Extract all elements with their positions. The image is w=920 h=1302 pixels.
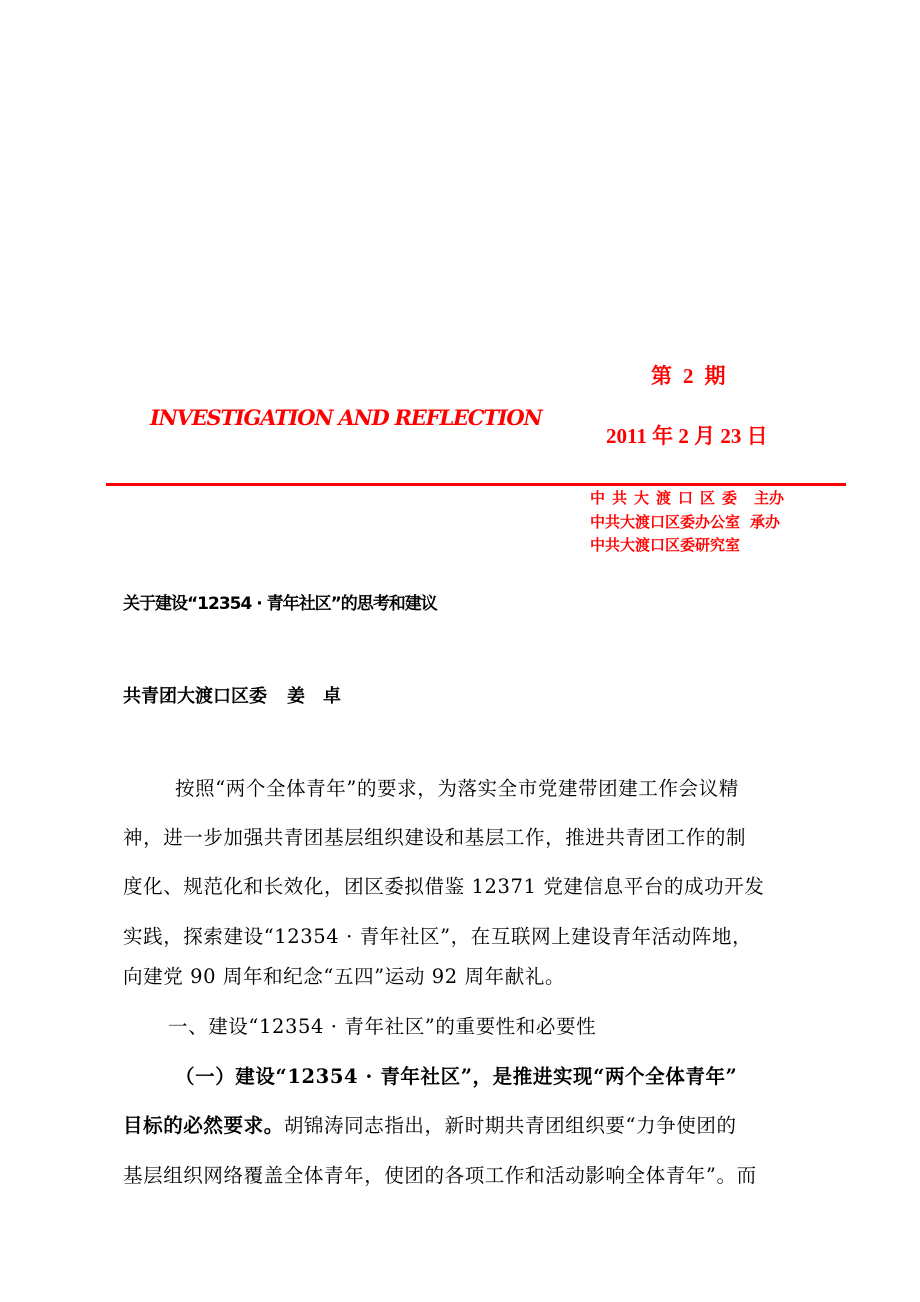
org-name: 中共大渡口区委办公室 <box>590 513 741 531</box>
subsection-heading: （一）建设“12354 · 青年社区”，是推进实现“两个全体青年” <box>175 1065 738 1088</box>
subsection-heading-end: 目标的必然要求。 <box>123 1114 284 1137</box>
issue-prefix: 第 <box>651 364 673 388</box>
org-name: 中共大渡口区委研究室 <box>590 536 741 554</box>
publication-banner: INVESTIGATION AND REFLECTION <box>150 405 542 430</box>
article-author <box>123 682 341 708</box>
body-line <box>123 1110 737 1138</box>
org-name: 中共大渡口区委 <box>590 489 745 507</box>
author-org: 共青团大渡口区委 <box>123 686 267 707</box>
org-role: 主办 <box>754 489 785 507</box>
author-name: 姜 卓 <box>287 686 341 707</box>
body-line: 度化、规范化和长效化，团区委拟借鉴 12371 党建信息平台的成功开发 <box>123 875 765 898</box>
issue-suffix: 期 <box>704 364 727 388</box>
body-line: 神，进一步加强共青团基层组织建设和基层工作，推进共青团工作的制 <box>123 826 747 849</box>
issue-date: 2011 年 2 月 23 日 <box>606 424 768 448</box>
body-line: 基层组织网络覆盖全体青年，使团的各项工作和活动影响全体青年”。而 <box>123 1164 757 1187</box>
body-text: 胡锦涛同志指出，新时期共青团组织要“力争使团的 <box>283 1114 737 1137</box>
org-organizer <box>590 511 780 532</box>
body-line: 实践，探索建设“12354 · 青年社区”，在互联网上建设青年活动阵地， <box>123 925 753 948</box>
issue-value: 2 <box>683 364 695 388</box>
org-research <box>590 534 740 555</box>
header-divider <box>106 483 846 486</box>
org-role: 承办 <box>750 513 781 531</box>
section-heading: 一、建设“12354 · 青年社区”的重要性和必要性 <box>168 1015 597 1038</box>
body-line: 按照“两个全体青年”的要求，为落实全市党建带团建工作会议精 <box>175 777 739 800</box>
issue-number <box>651 360 727 390</box>
body-line: 向建党 90 周年和纪念“五四”运动 92 周年献礼。 <box>123 965 566 988</box>
org-sponsor <box>590 487 784 508</box>
article-title: 关于建设“12354 · 青年社区”的思考和建议 <box>123 594 437 614</box>
